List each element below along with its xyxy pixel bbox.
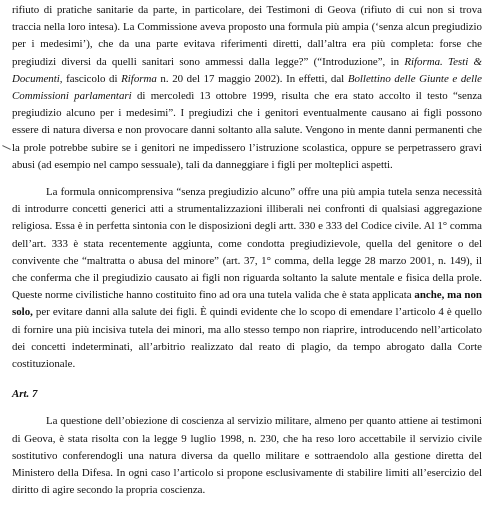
italic-citation: Bollettino delle Giunte e delle Commissioni parlamentari — [12, 72, 482, 103]
margin-mark — [2, 145, 11, 150]
bold-emphasis: anche, ma non solo, — [12, 289, 482, 319]
text-run: fascicolo di — [62, 72, 122, 85]
text-run: n. 20 del 17 maggio 2002). In effetti, dal — [156, 72, 348, 85]
section-heading: Art. 7 — [12, 388, 38, 401]
paragraph-intesa-commentary — [12, 2, 482, 174]
text-run: rifiuto di pratiche sanitarie da parte, in particolare, dei Testimoni di Geova (rifiuto di cui non si trova traccia nella loro intesa). La Commissione aveva proposto una formula più ampia (‘senza alcun pregiudizio per i medesimi’), che da una parte evitava riferimenti diretti, dall’altra era più completa: forse che pregiudizi diversi da quelli sanitari sono ammessi dalla legge?” (“Introduzione”, in — [12, 4, 482, 68]
paragraph-obiezione-coscienza: La questione dell’obiezione di coscienza al servizio militare, almeno per quanto attiene ai testimoni di Geova, è stata risolta con la legge 9 luglio 1998, n. 230, che ha reso loro accettabile il servizio civile sostitutivo conferendogli una natura diversa da quello militare e sottraendolo alla gestione diretta del Ministero della Difesa. In ogni caso l’articolo si propone esclusivamente di stabilire limiti all’esercizio del diritto di agire secondo la propria coscienza. — [12, 415, 482, 497]
italic-citation: Riforma — [121, 72, 157, 85]
italic-citation: Riforma. Testi & Documenti, — [12, 55, 482, 85]
document-page — [12, 2, 482, 499]
text-run: di mercoledì 13 ottobre 1999, risulta che era stato accolto il testo “senza pregiudizio alcuno per i medesimi”. I pregiudizi che i genitori eventualmente causano ai figli possono essere di natura diversa e non provocare danni soltanto alla salute. Vengono in mente danni permanenti che la prole potrebbe subire se i genitori ne impedissero l’istruzione scolastica, oppure se perpetrassero gravi abusi (ad esempio nel campo sessuale), tali da danneggiare i figli per molteplici aspetti. — [12, 90, 482, 171]
text-run: La formula onnicomprensiva “senza pregiudizio alcuno” offre una più ampia tutela senza necessità di introdurre concetti generici atti a strumentalizzazioni illiberali nei confronti di qualsiasi aggregazione religiosa. Essa è in perfetta sintonia con le disposizioni degli artt. 330 e 333 del Codice civile. Al 1° comma dell’art. 333 è stata recentemente aggiunta, come condotta pregiudizievole, quella del genitore o del convivente che “maltratta o abusa del minore” (art. 37, 1° comma, della legge 28 marzo 2001, n. 149), il che conferma che il pregiudizio causato ai figli non riguarda soltanto la salute mentale e fisica della prole. Queste norme civilistiche hanno costituito fino ad ora una tutela valida che è stata applicata — [12, 186, 482, 302]
text-run: per evitare danni alla salute dei figli. È quindi evidente che lo scopo di emendare l’articolo 4 è quello di fornire una più incisiva tutela dei minori, ma allo stesso tempo non riaprire, introducendo nell’articolato dei concetti indeterminati, all’arbitrio realizzato dal reato di plagio, da tempo abrogato dalla Corte costituzionale. — [12, 306, 482, 371]
paragraph-formula-onnicomprensiva — [12, 184, 482, 373]
